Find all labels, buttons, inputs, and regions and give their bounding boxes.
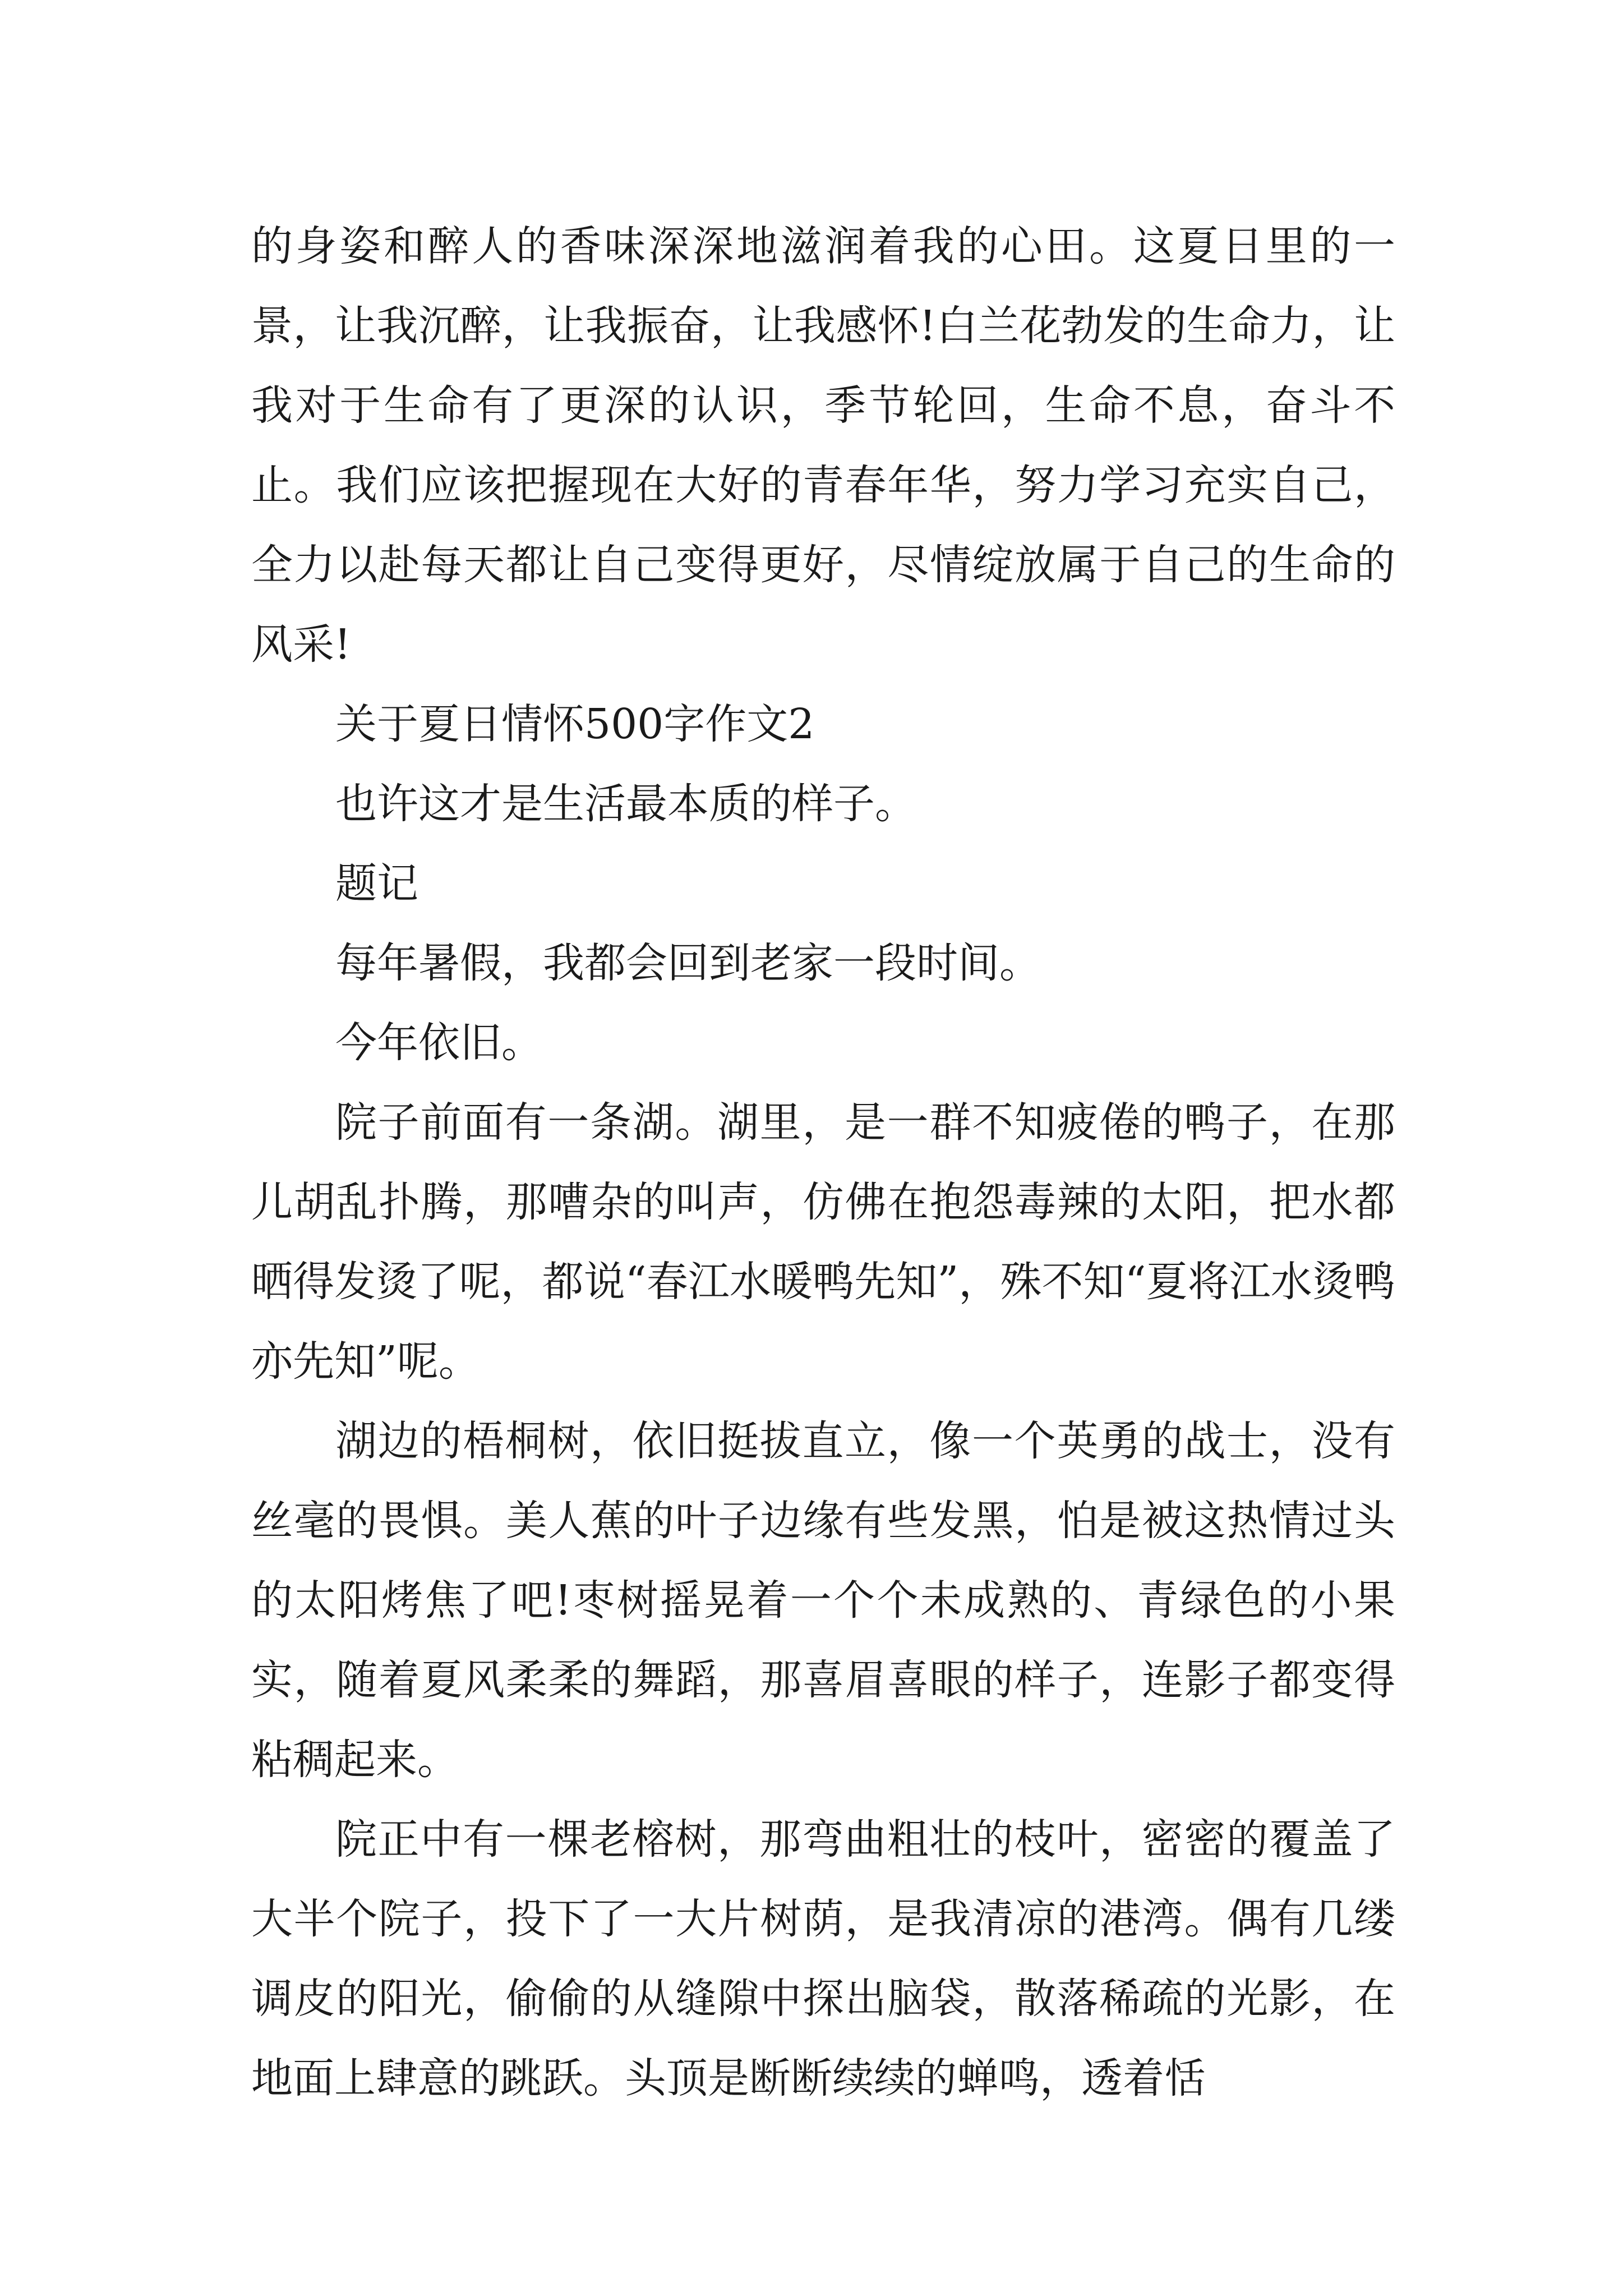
paragraph-this-year: 今年依旧。 xyxy=(335,1019,543,1067)
document-body xyxy=(251,206,1395,2118)
paragraph-lake-ducks: 院子前面有一条湖。湖里，是一群不知疲倦的鸭子，在那儿胡乱扑腾，那嘈杂的叫声，仿佛在抱怨毒辣的太阳，把水都晒得发烫了呢，都说“春江水暖鸭先知”，殊不知“夏将江水烫鸭亦先知”呢。 xyxy=(251,1098,1395,1386)
paragraph-opening: 也许这才是生活最本质的样子。 xyxy=(335,780,916,828)
paragraph-banyan-tree: 院正中有一棵老榕树，那弯曲粗壮的枝叶，密密的覆盖了大半个院子，投下了一大片树荫，是我清凉的港湾。偶有几缕调皮的阳光，偷偷的从缝隙中探出脑袋，散落稀疏的光影，在地面上肆意的跳跃。头顶是断断续续的蝉鸣，透着恬 xyxy=(251,1815,1395,2102)
paragraph-lakeside-trees: 湖边的梧桐树，依旧挺拔直立，像一个英勇的战士，没有丝毫的畏惧。美人蕉的叶子边缘有些发黑，怕是被这热情过头的太阳烤焦了吧!枣树摇晃着一个个未成熟的、青绿色的小果实，随着夏风柔柔的舞蹈，那喜眉喜眼的样子，连影子都变得粘稠起来。 xyxy=(251,1417,1395,1784)
paragraph-continuation: 的身姿和醉人的香味深深地滋润着我的心田。这夏日里的一景，让我沉醉，让我振奋，让我感怀!白兰花勃发的生命力，让我对于生命有了更深的认识，季节轮回，生命不息，奋斗不止。我们应该把握现在大好的青春年华，努力学习充实自己，全力以赴每天都让自己变得更好，尽情绽放属于自己的生命的风采! xyxy=(251,222,1395,669)
paragraph-summer-vacation: 每年暑假，我都会回到老家一段时间。 xyxy=(335,939,1041,987)
essay-title: 关于夏日情怀500字作文2 xyxy=(335,700,815,748)
paragraph-epigraph-label: 题记 xyxy=(335,859,418,908)
